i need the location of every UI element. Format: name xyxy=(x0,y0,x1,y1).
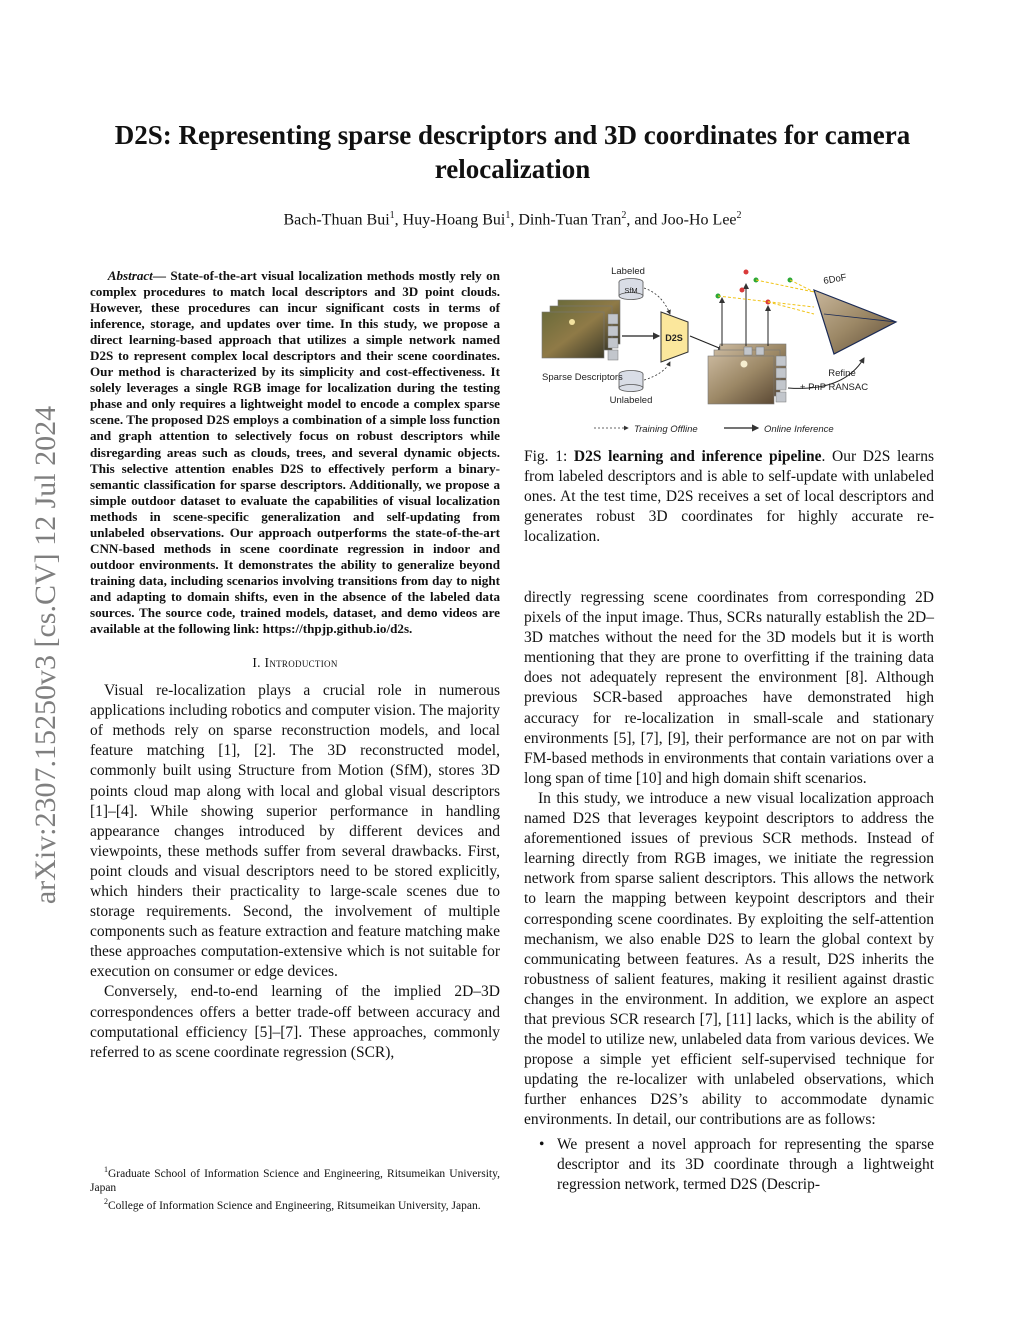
camera-rays xyxy=(718,280,814,314)
scene-coordinate-points xyxy=(716,270,793,305)
bullet-mark: • xyxy=(539,1135,545,1153)
caption-bold: D2S learning and inference pipeline xyxy=(573,448,822,465)
abstract-text: — State-of-the-art visual localization methods mostly rely on complex procedures to match local descriptors and 3D point clouds. However, these procedures can incur significant costs in terms of inference, storage, and updates over time. In this study, we propose a direct learning-based approach that utilizes a simple network named D2S to represent complex local descriptors and their scene coordinates. Our method is characterized by its simplicity and cost-effectiveness. It solely leverages a single RGB image for localization during the testing phase and only requires a lightweight model to encode a complex sparse scene. The proposed D2S employs a combination of a simple loss function and graph attention to selectively focus on robust descriptors while disregarding areas such as clouds, trees, and several dynamic objects. This selective attention enables D2S to effectively perform a binary-semantic classification for sparse descriptors. Additionally, we propose a simple outdoor dataset to evaluate the capabilities of visual localization methods in scene-specific generalization and self-updating from unlabeled observations. Our approach outperforms the state-of-the-art CNN-based methods in scene coordinate regression in indoor and outdoor environments. It demonstrates the ability to generalize beyond training data, including scenarios involving transitions from day to night and adapting to domain shifts, even in the absence of the labeled data sources. The source code, trained models, dataset, and demo videos are available at the following link: https://thpjp.github.io/d2s. xyxy=(90,268,500,637)
author-name: Dinh-Tuan Tran xyxy=(518,211,622,229)
list-item-text: We present a novel approach for representing the sparse descriptor and its 3D coordinate through a lightweight regression network, termed D2S (Descrip- xyxy=(557,1135,934,1193)
training-arrow xyxy=(644,288,670,314)
body-paragraph: Visual re-localization plays a crucial role in numerous applications including robotics and computer vision. The majority of methods rely on sparse reconstruction models, and local feature matching [1], [2]. The 3D reconstructed model, commonly built using Structure from Motion (SfM), stores 3D points cloud map along with local and global visual descriptors [1]–[4]. While showing superior performance in handling appearance changes introduced by different devices and viewpoints, these methods suffer from several drawbacks. First, point clouds and visual descriptors need to be stored explicitly, which hinders their practicality to large-scale scenes due to storage requirements. Second, the involvement of multiple components such as feature extraction and feature matching make these approaches computation-extensive which is not suitable for execution on consumer or edge devices. xyxy=(90,682,500,981)
legend-training-offline: Training Offline xyxy=(634,424,698,435)
fig-label-6dof: 6DoF xyxy=(822,272,848,287)
legend-online-inference: Online Inference xyxy=(764,424,834,435)
contributions-list xyxy=(524,1135,934,1195)
fig-label-unlabeled: Unlabeled xyxy=(609,395,653,406)
figure-pipeline xyxy=(524,262,934,440)
footnote-mark: 1 xyxy=(104,1165,108,1174)
caption-prefix: Fig. 1: xyxy=(524,448,574,465)
abstract xyxy=(90,268,500,637)
section-number: I. xyxy=(252,655,261,671)
author-affiliation-mark: 1 xyxy=(389,210,395,221)
left-column xyxy=(90,268,500,1063)
figure-caption xyxy=(524,447,934,547)
right-column xyxy=(524,588,934,1195)
body-paragraph: Conversely, end-to-end learning of the implied 2D–3D correspondences offers a better trade-off between accuracy and computational efficiency [5]–[7]. These approaches, commonly referred to as scene coordinate regression (SCR), xyxy=(90,983,500,1061)
fig-label-refine: Refine xyxy=(828,368,856,379)
inference-arrow xyxy=(690,336,724,350)
author-affiliation-mark: 2 xyxy=(736,210,742,221)
fig-label-sfm: SfM xyxy=(624,286,638,295)
footnote xyxy=(90,1195,500,1213)
author-name: Huy-Hoang Bui xyxy=(402,211,506,229)
training-arrow xyxy=(644,362,670,380)
fig-label-pnp: + PnP RANSAC xyxy=(799,382,869,393)
author-list: Bach-Thuan Bui$^1$, Huy-Hoang Bui$^1$, Dinh-Tuan Tran$^2$, and Joo-Ho Lee$^2$ xyxy=(283,210,742,229)
figure-legend xyxy=(594,424,834,435)
body-paragraph: directly regressing scene coordinates from corresponding 2D pixels of the input image. Thus, SCRs naturally establish the 2D–3D matches without the need for the 3D models but it is worth mentioning that they are prone to overfitting if the training data does not adequately represent the environment [8]. Although previous SCR-based approaches have demonstrated high accuracy for re-localization in small-scale and stationary environments [5], [7], [9], their performance are not on par with FM-based methods in environments that contain variations over a long span of time [10] and high domain shift scenarios. xyxy=(524,589,934,787)
author-affiliation-mark: 2 xyxy=(621,210,627,221)
abstract-label: Abstract xyxy=(107,268,153,283)
camera-frustum xyxy=(814,290,896,354)
footnote xyxy=(90,1163,500,1195)
query-image-stack xyxy=(708,344,786,404)
footnote-text: College of Information Science and Engineering, Ritsumeikan University, Japan. xyxy=(108,1199,481,1212)
footnotes xyxy=(90,1163,500,1213)
author-affiliation-mark: 1 xyxy=(505,210,511,221)
author-name: Bach-Thuan Bui xyxy=(283,211,390,229)
body-paragraph: In this study, we introduce a new visual localization approach named D2S that leverages keypoint descriptors to address the aforementioned issues of previous SCR methods. Instead of learning directly from RGB images, we initiate the regression network from sparse salient descriptors. This allows the network to learn the mapping between keypoint descriptors and their corresponding scene coordinates. By exploiting the self-attention mechanism, we also enable D2S to learn the global context by communicating between features. As a result, D2S inherits the robustness of salient features, making it resilient against drastic changes in the environment. In addition, we explore an aspect that previous SCR research [7], [11] lacks, which is the ability of the model to utilize new, unlabeled data from various devices. We propose a simple yet efficient self-supervised technique for updating the re-localizer with unlabeled observations, which further enhances D2S’s ability to accommodate dynamic environments. In detail, our contributions are as follows: xyxy=(524,789,934,1129)
footnote-text: Graduate School of Information Science and Engineering, Ritsumeikan University, Japan xyxy=(90,1167,500,1194)
footnote-mark: 2 xyxy=(104,1196,108,1206)
caption-text: . Our D2S learns from labeled descriptors and is able to self-update with unlabeled ones. At the test time, D2S receives a set of local descriptors and generates robust 3D coordinates for highly accurate re-localization. xyxy=(524,448,934,546)
section-heading xyxy=(90,655,500,671)
fig-label-d2s: D2S xyxy=(665,333,683,343)
arxiv-identifier xyxy=(26,370,66,940)
paper-title: D2S: Representing sparse descriptors and 3D coordinates for camera relocalization xyxy=(114,120,911,184)
fig-label-sparse-descriptors: Sparse Descriptors xyxy=(542,372,623,383)
section-title: Introduction xyxy=(264,655,338,671)
arxiv-identifier-text: arXiv:2307.15250v3 [cs.CV] 12 Jul 2024 xyxy=(29,405,63,905)
author-name: Joo-Ho Lee xyxy=(661,211,737,229)
list-item xyxy=(524,1135,934,1195)
sparse-descriptors-image-stack xyxy=(542,300,620,360)
fig-label-labeled: Labeled xyxy=(611,266,645,277)
